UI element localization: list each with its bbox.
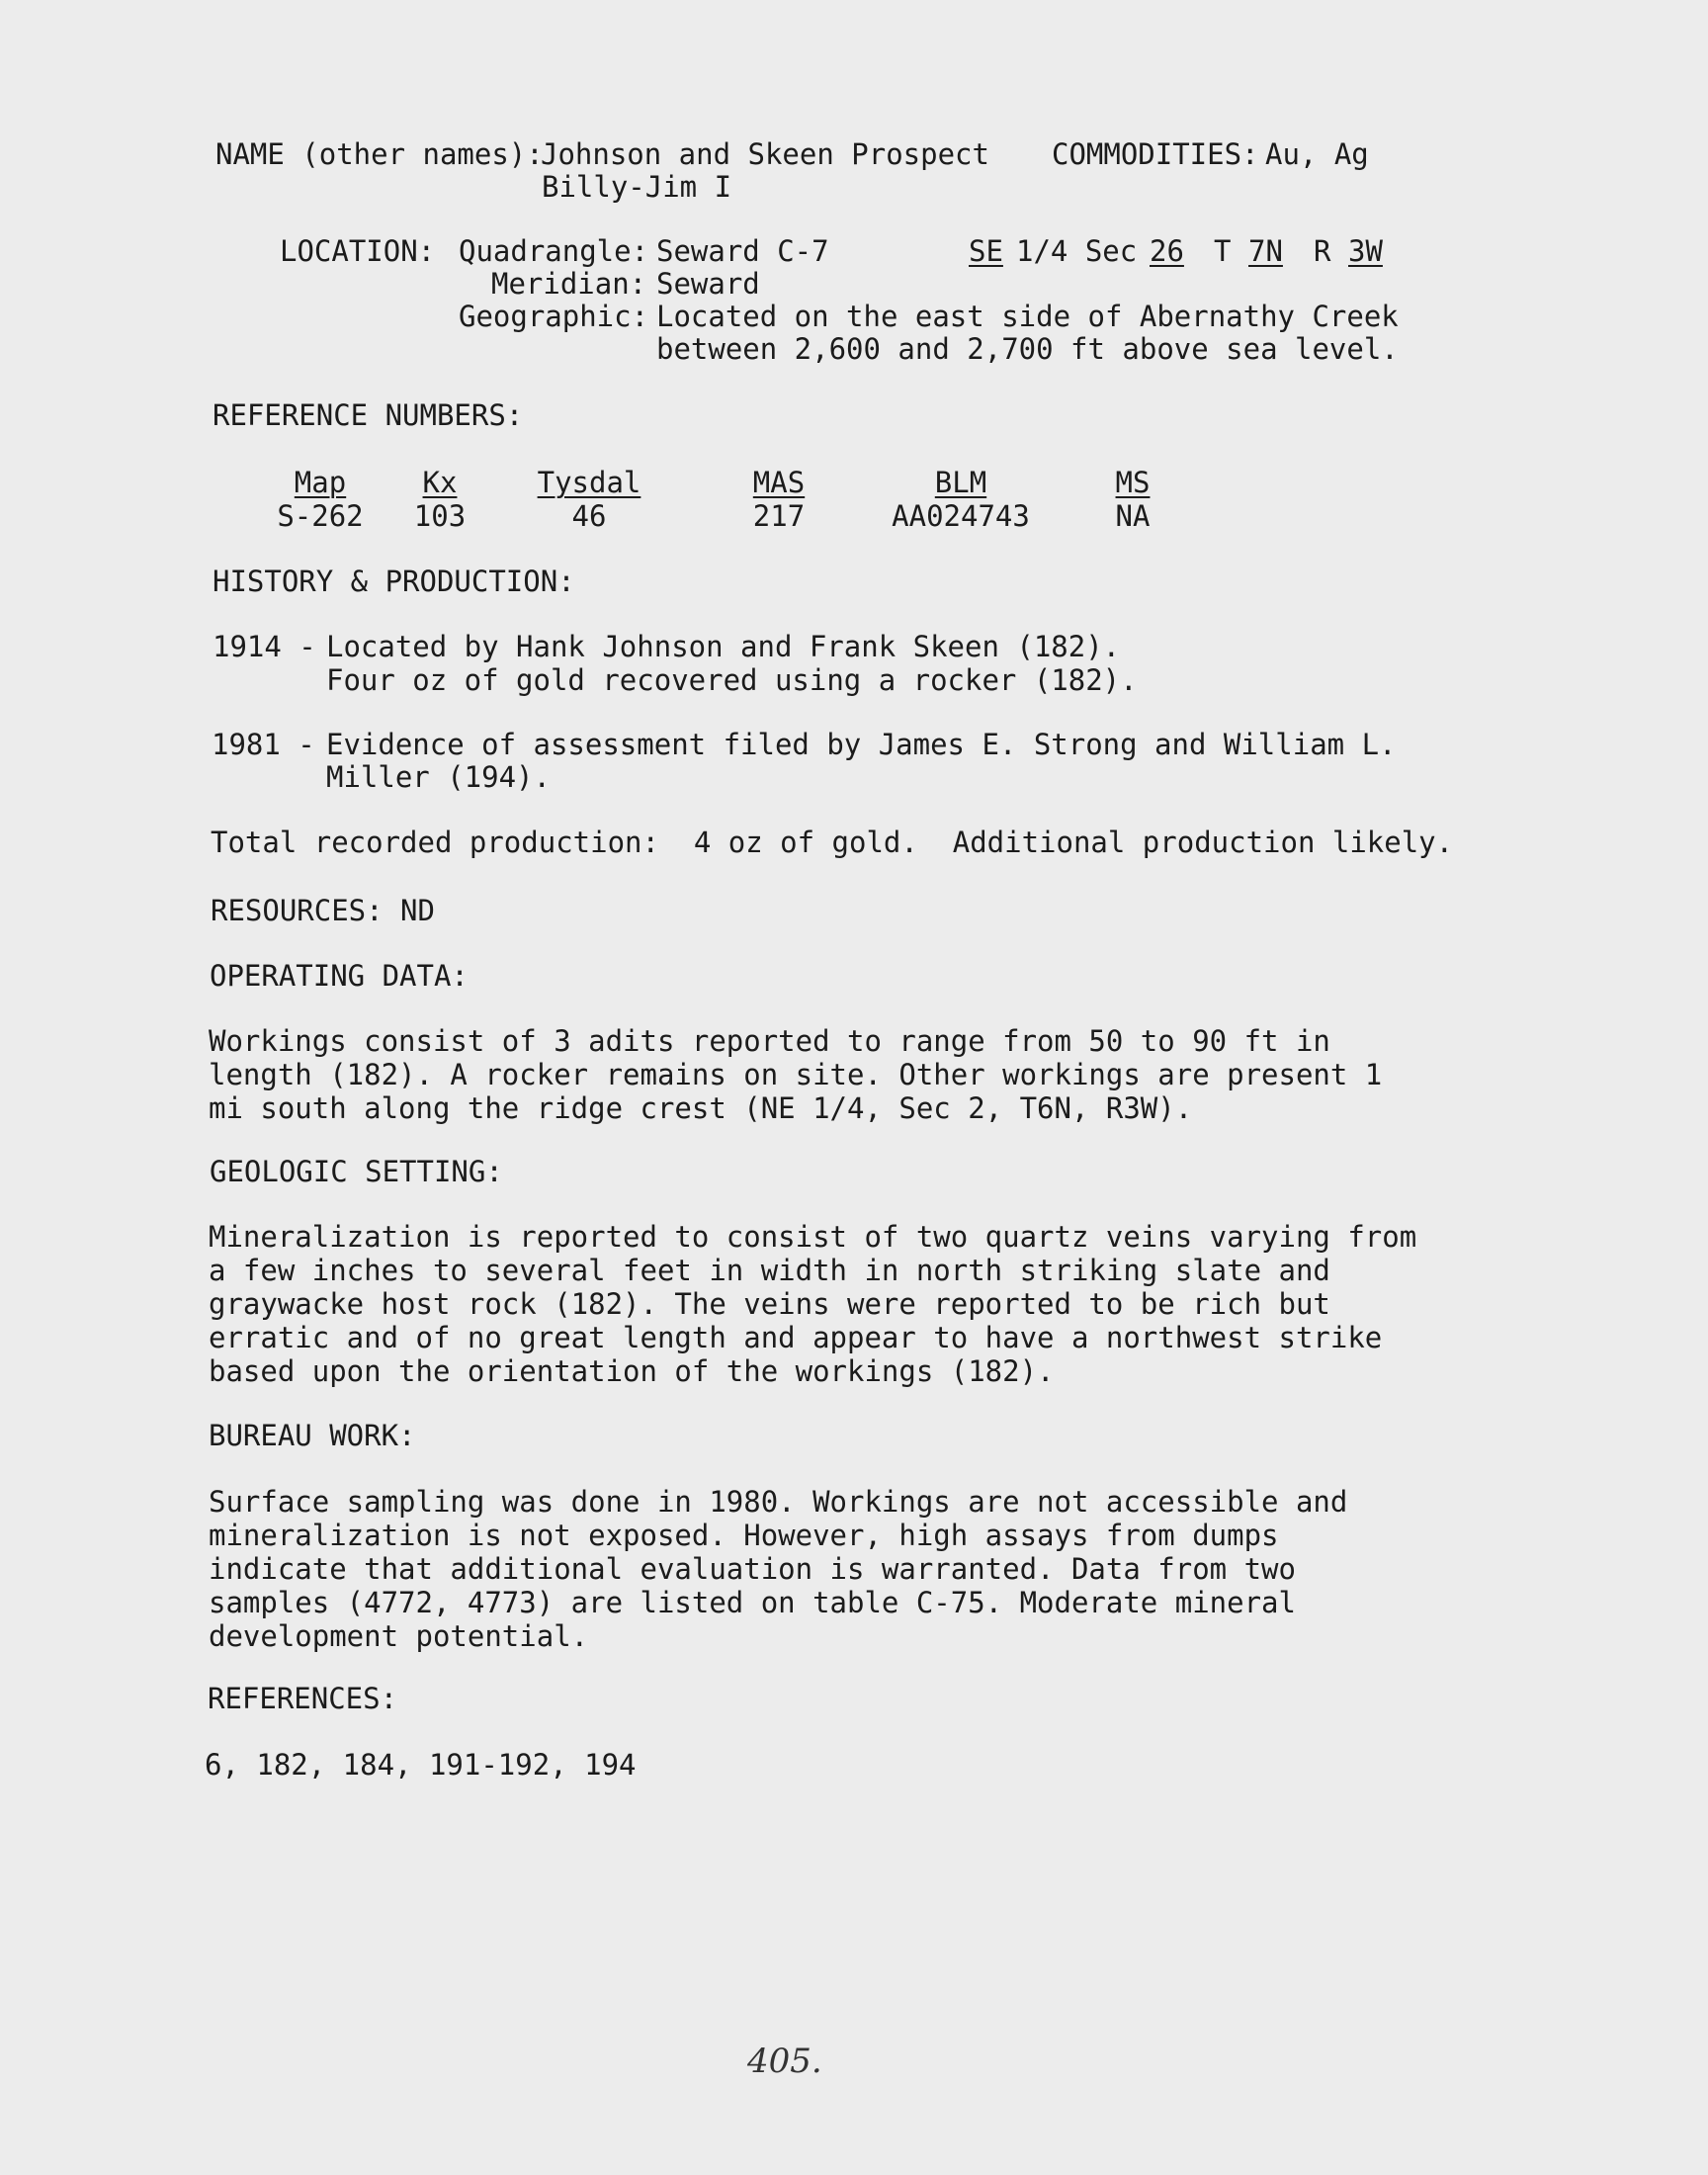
quarter-value: SE	[969, 234, 1003, 268]
bureau-work-text: Surface sampling was done in 1980. Workings are not accessible and mineralization is not exposed. However, high assays from dumps indicate that additional evaluation is warranted. Data from two samples (4772, 4773) are listed on table C-75. Moderate mineral development potential.	[209, 1485, 1348, 1653]
history-entry-2-line-2: Miller (194).	[326, 760, 551, 794]
history-heading: HISTORY & PRODUCTION:	[213, 565, 575, 598]
ref-value-blm: AA024743	[892, 499, 1030, 533]
ref-header-blm: BLM	[934, 466, 987, 499]
resources: RESOURCES: ND	[211, 894, 435, 927]
ref-col-blm	[890, 466, 1032, 533]
ref-col-mas	[741, 466, 816, 533]
history-entry-2-line-1: Evidence of assessment filed by James E. Strong and William L.	[326, 728, 1397, 761]
geologic-setting-text: Mineralization is reported to consist of two quartz veins varying from a few inches to several feet in width in north striking slate and graywacke host rock (182). The veins were reported to be rich but erratic and of no great length and appear to have a northwest strike based upon the orientation of the workings (182).	[209, 1220, 1417, 1388]
ref-header-map: Map	[294, 466, 347, 499]
commodities-label: COMMODITIES:	[1052, 137, 1259, 171]
quadrangle-value: Seward C-7	[656, 234, 829, 268]
ref-header-tysdal: Tysdal	[537, 466, 641, 499]
geographic-label: Geographic:	[459, 300, 649, 333]
commodities-value: Au, Ag	[1265, 137, 1369, 171]
ref-col-map	[273, 466, 368, 533]
quarter-suffix: 1/4 Sec	[1016, 234, 1138, 268]
geologic-setting-heading: GEOLOGIC SETTING:	[210, 1155, 503, 1188]
history-entry-2-year: 1981 -	[212, 728, 315, 761]
ref-col-tysdal	[534, 466, 644, 533]
meridian-label: Meridian:	[491, 267, 647, 301]
ref-value-ms: NA	[1115, 499, 1151, 533]
quadrangle-label: Quadrangle:	[459, 234, 649, 268]
geographic-line-1: Located on the east side of Abernathy Creek	[656, 300, 1399, 333]
ref-header-ms: MS	[1115, 466, 1151, 499]
ref-header-kx: Kx	[422, 466, 458, 499]
references-list: 6, 182, 184, 191-192, 194	[205, 1748, 637, 1782]
ref-value-kx: 103	[413, 499, 467, 533]
history-entry-1-line-2: Four oz of gold recovered using a rocker (182).	[326, 663, 1138, 697]
ref-value-mas: 217	[752, 499, 806, 533]
ref-value-map: S-262	[277, 499, 364, 533]
references-heading: REFERENCES:	[208, 1682, 398, 1715]
name-value: Johnson and Skeen Prospect	[541, 137, 989, 171]
ref-value-tysdal: 46	[571, 499, 607, 533]
geographic-line-2: between 2,600 and 2,700 ft above sea level.	[656, 332, 1399, 366]
page-number: 405.	[747, 2042, 822, 2081]
operating-data-heading: OPERATING DATA:	[210, 959, 469, 993]
range-value: 3W	[1348, 234, 1383, 268]
other-name: Billy-Jim I	[542, 170, 732, 204]
total-production: Total recorded production: 4 oz of gold. Additional production likely.	[211, 826, 1454, 859]
ref-col-ms	[1107, 466, 1158, 533]
township-label: T	[1214, 234, 1232, 268]
ref-col-kx	[405, 466, 474, 533]
ref-header-mas: MAS	[752, 466, 806, 499]
range-label: R	[1314, 234, 1331, 268]
name-label: NAME (other names):	[215, 137, 544, 171]
history-entry-1-year: 1914 -	[213, 630, 316, 663]
history-entry-1-line-1: Located by Hank Johnson and Frank Skeen (182).	[326, 630, 1121, 663]
operating-data-text: Workings consist of 3 adits reported to range from 50 to 90 ft in length (182). A rocker remains on site. Other workings are present 1 mi south along the ridge crest (NE 1/4, Sec 2, T6N, R3W).	[209, 1024, 1383, 1125]
section-value: 26	[1150, 234, 1184, 268]
township-value: 7N	[1248, 234, 1283, 268]
reference-numbers-heading: REFERENCE NUMBERS:	[213, 398, 524, 432]
bureau-work-heading: BUREAU WORK:	[209, 1419, 416, 1452]
meridian-value: Seward	[656, 267, 760, 301]
location-label: LOCATION:	[280, 234, 436, 268]
